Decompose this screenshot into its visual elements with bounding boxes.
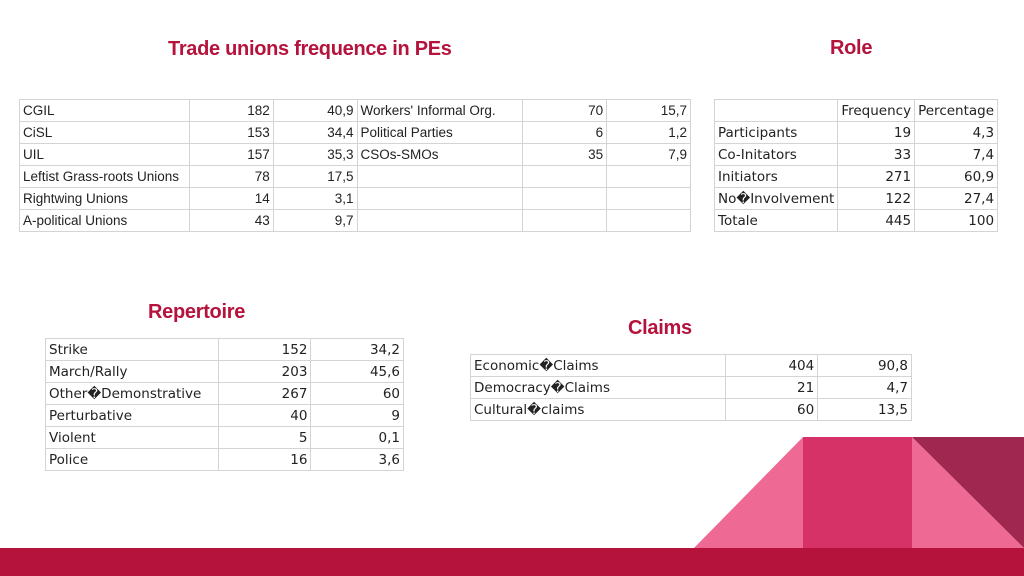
table-cell: Police xyxy=(46,449,219,471)
table-cell: 445 xyxy=(838,210,915,232)
table-cell: Other�Demonstrative xyxy=(46,383,219,405)
table-cell: 153 xyxy=(189,122,273,144)
table-cell: 27,4 xyxy=(915,188,998,210)
table-cell: 70 xyxy=(523,100,607,122)
table-cell: CGIL xyxy=(20,100,190,122)
table-cell: 34,2 xyxy=(311,339,404,361)
unions-title: Trade unions frequence in PEs xyxy=(168,38,452,60)
table-cell: Political Parties xyxy=(357,122,523,144)
table-cell: 4,7 xyxy=(818,377,912,399)
table-cell: 100 xyxy=(915,210,998,232)
table-cell: CiSL xyxy=(20,122,190,144)
table-cell: 14 xyxy=(189,188,273,210)
table-cell: 267 xyxy=(218,383,311,405)
table-cell: 15,7 xyxy=(607,100,691,122)
table-cell: 6 xyxy=(523,122,607,144)
bottom-bar xyxy=(0,548,1024,576)
table-cell: 35,3 xyxy=(273,144,357,166)
table-cell: Democracy�Claims xyxy=(471,377,726,399)
table-cell: 78 xyxy=(189,166,273,188)
table-cell: 157 xyxy=(189,144,273,166)
table-cell: 7,4 xyxy=(915,144,998,166)
trapezoid-mid xyxy=(803,437,912,548)
table-cell: 19 xyxy=(838,122,915,144)
table-cell: Leftist Grass-roots Unions xyxy=(20,166,190,188)
repertoire-title: Repertoire xyxy=(148,301,246,323)
table-cell: Perturbative xyxy=(46,405,219,427)
table-cell: Participants xyxy=(715,122,838,144)
claims-title: Claims xyxy=(628,317,692,339)
table-cell: Totale xyxy=(715,210,838,232)
table-cell: 40,9 xyxy=(273,100,357,122)
table-cell: Violent xyxy=(46,427,219,449)
table-cell: 3,1 xyxy=(273,188,357,210)
table-cell: 9 xyxy=(311,405,404,427)
table-cell: 35 xyxy=(523,144,607,166)
role-header-frequency: Frequency xyxy=(838,100,915,122)
table-cell: 3,6 xyxy=(311,449,404,471)
table-cell: 40 xyxy=(218,405,311,427)
table-cell: 404 xyxy=(725,355,818,377)
table-cell: Initiators xyxy=(715,166,838,188)
table-cell: 0,1 xyxy=(311,427,404,449)
table-cell: 5 xyxy=(218,427,311,449)
table-cell: UIL xyxy=(20,144,190,166)
table-cell: Cultural�claims xyxy=(471,399,726,421)
table-cell: 90,8 xyxy=(818,355,912,377)
table-cell: Rightwing Unions xyxy=(20,188,190,210)
table-cell: 152 xyxy=(218,339,311,361)
table-cell: 33 xyxy=(838,144,915,166)
table-cell: Strike xyxy=(46,339,219,361)
table-cell: Economic�Claims xyxy=(471,355,726,377)
triangle-light-left xyxy=(694,437,803,548)
role-header-percentage: Percentage xyxy=(915,100,998,122)
table-cell: A-political Unions xyxy=(20,210,190,232)
table-cell: No�Involvement xyxy=(715,188,838,210)
role-title: Role xyxy=(830,37,873,59)
table-cell: 43 xyxy=(189,210,273,232)
table-cell: 60,9 xyxy=(915,166,998,188)
table-cell: 16 xyxy=(218,449,311,471)
table-cell: 182 xyxy=(189,100,273,122)
table-cell: 13,5 xyxy=(818,399,912,421)
table-cell: 34,4 xyxy=(273,122,357,144)
table-cell: 4,3 xyxy=(915,122,998,144)
table-cell: CSOs-SMOs xyxy=(357,144,523,166)
table-cell: 1,2 xyxy=(607,122,691,144)
table-cell: 60 xyxy=(311,383,404,405)
table-cell: 122 xyxy=(838,188,915,210)
table-cell: 17,5 xyxy=(273,166,357,188)
table-cell: 60 xyxy=(725,399,818,421)
table-cell: March/Rally xyxy=(46,361,219,383)
table-cell: Co-Initators xyxy=(715,144,838,166)
table-cell: 9,7 xyxy=(273,210,357,232)
table-cell: 271 xyxy=(838,166,915,188)
table-cell: 21 xyxy=(725,377,818,399)
table-cell: Workers' Informal Org. xyxy=(357,100,523,122)
table-cell: 45,6 xyxy=(311,361,404,383)
table-cell: 203 xyxy=(218,361,311,383)
table-cell: 7,9 xyxy=(607,144,691,166)
